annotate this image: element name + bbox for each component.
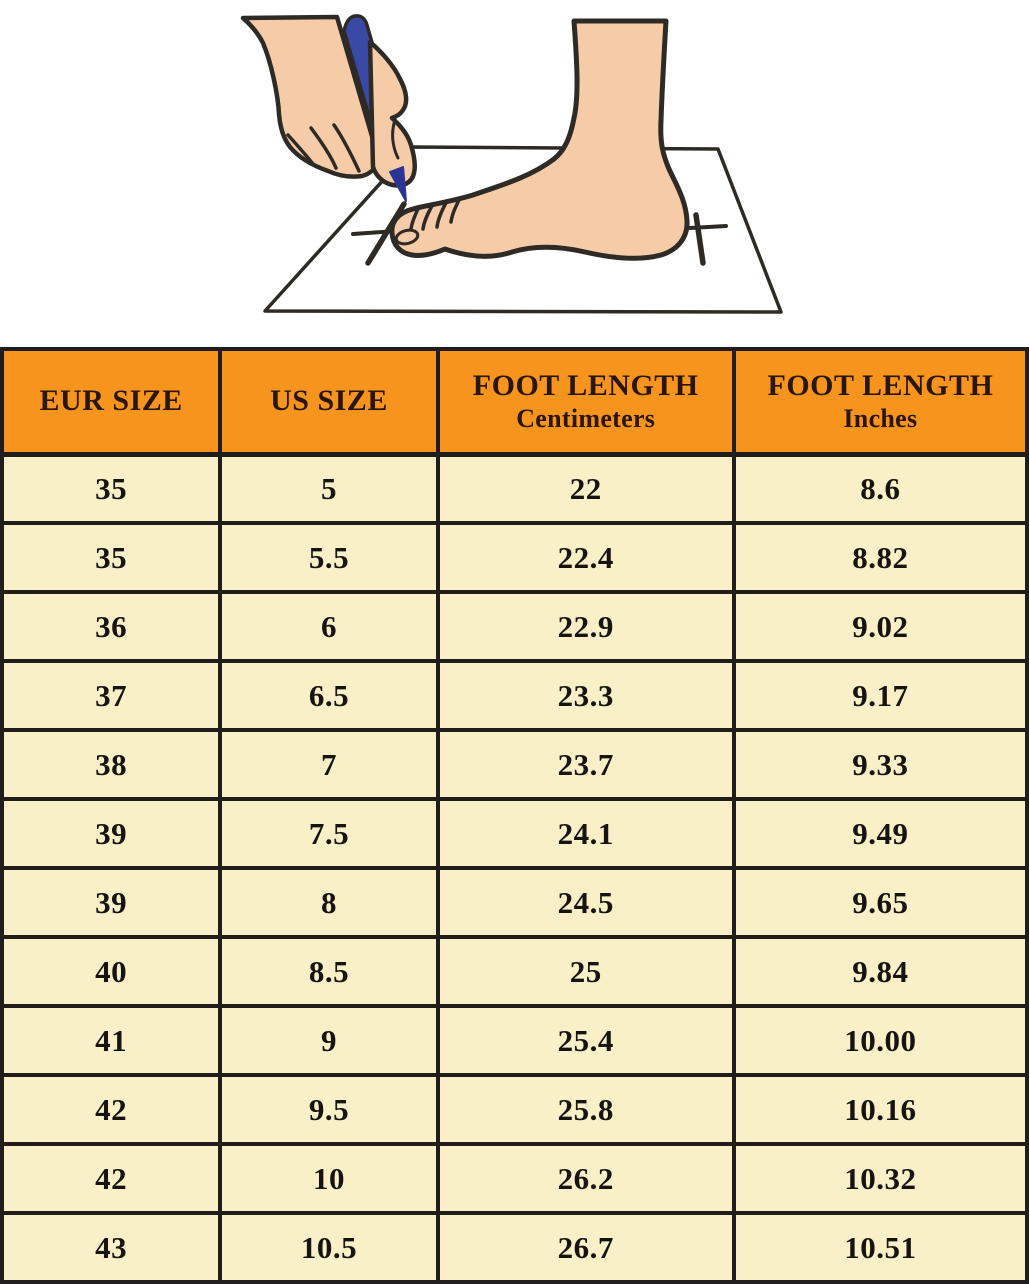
header-subtitle: Inches bbox=[843, 403, 918, 433]
header-foot-length-cm bbox=[438, 349, 734, 454]
table-cell: 22.4 bbox=[438, 523, 734, 592]
table-cell: 6 bbox=[220, 592, 437, 661]
table-row bbox=[2, 868, 1027, 937]
table-cell: 40 bbox=[2, 937, 220, 1006]
table-row bbox=[2, 799, 1027, 868]
table-cell: 10.16 bbox=[734, 1075, 1027, 1144]
table-cell: 8 bbox=[220, 868, 437, 937]
table-cell: 9.17 bbox=[734, 661, 1027, 730]
table-cell: 38 bbox=[2, 730, 220, 799]
table-row bbox=[2, 1213, 1027, 1282]
table-cell: 43 bbox=[2, 1213, 220, 1282]
table-cell: 39 bbox=[2, 868, 220, 937]
table-header-row bbox=[2, 349, 1027, 454]
table-cell: 8.6 bbox=[734, 454, 1027, 523]
header-title: EUR SIZE bbox=[39, 384, 183, 417]
table-row bbox=[2, 730, 1027, 799]
table-cell: 5.5 bbox=[220, 523, 437, 592]
table-cell: 9.33 bbox=[734, 730, 1027, 799]
table-cell: 25.4 bbox=[438, 1006, 734, 1075]
table-cell: 37 bbox=[2, 661, 220, 730]
table-cell: 24.1 bbox=[438, 799, 734, 868]
header-title: US SIZE bbox=[270, 384, 388, 417]
table-cell: 8.5 bbox=[220, 937, 437, 1006]
table-cell: 6.5 bbox=[220, 661, 437, 730]
thumb-and-fingertip bbox=[370, 42, 415, 186]
table-cell: 8.82 bbox=[734, 523, 1027, 592]
table-row bbox=[2, 454, 1027, 523]
table-row bbox=[2, 1075, 1027, 1144]
table-row bbox=[2, 1006, 1027, 1075]
table-cell: 22.9 bbox=[438, 592, 734, 661]
table-cell: 25 bbox=[438, 937, 734, 1006]
table-cell: 35 bbox=[2, 523, 220, 592]
table-cell: 26.2 bbox=[438, 1144, 734, 1213]
table-row bbox=[2, 661, 1027, 730]
table-row bbox=[2, 523, 1027, 592]
table-row bbox=[2, 592, 1027, 661]
table-cell: 9.49 bbox=[734, 799, 1027, 868]
table-cell: 9 bbox=[220, 1006, 437, 1075]
table-cell: 9.5 bbox=[220, 1075, 437, 1144]
table-cell: 42 bbox=[2, 1075, 220, 1144]
table-row bbox=[2, 1144, 1027, 1213]
table-cell: 36 bbox=[2, 592, 220, 661]
table-cell: 7 bbox=[220, 730, 437, 799]
table-cell: 24.5 bbox=[438, 868, 734, 937]
table-cell: 35 bbox=[2, 454, 220, 523]
header-us-size bbox=[220, 349, 437, 454]
header-foot-length-in bbox=[734, 349, 1027, 454]
header-eur-size bbox=[2, 349, 220, 454]
table-cell: 5 bbox=[220, 454, 437, 523]
foot-measurement-illustration bbox=[0, 0, 1029, 347]
table-cell: 26.7 bbox=[438, 1213, 734, 1282]
table-cell: 41 bbox=[2, 1006, 220, 1075]
table-cell: 10.32 bbox=[734, 1144, 1027, 1213]
table-cell: 25.8 bbox=[438, 1075, 734, 1144]
table-cell: 9.65 bbox=[734, 868, 1027, 937]
table-cell: 10 bbox=[220, 1144, 437, 1213]
table-cell: 23.3 bbox=[438, 661, 734, 730]
table-row bbox=[2, 937, 1027, 1006]
header-subtitle: Centimeters bbox=[516, 403, 656, 433]
table-cell: 10.51 bbox=[734, 1213, 1027, 1282]
table-cell: 42 bbox=[2, 1144, 220, 1213]
table-cell: 9.84 bbox=[734, 937, 1027, 1006]
table-cell: 10.00 bbox=[734, 1006, 1027, 1075]
table-cell: 7.5 bbox=[220, 799, 437, 868]
header-title: FOOT LENGTH bbox=[767, 369, 994, 403]
table-cell: 23.7 bbox=[438, 730, 734, 799]
table-cell: 9.02 bbox=[734, 592, 1027, 661]
hand bbox=[243, 16, 415, 201]
table-cell: 10.5 bbox=[220, 1213, 437, 1282]
table-cell: 22 bbox=[438, 454, 734, 523]
table-cell: 39 bbox=[2, 799, 220, 868]
table-header bbox=[2, 349, 1027, 454]
foot-measurement-drawing bbox=[0, 0, 1029, 347]
table-body bbox=[2, 454, 1027, 1282]
foot bbox=[392, 21, 687, 258]
shoe-size-table bbox=[0, 347, 1029, 1284]
header-title: FOOT LENGTH bbox=[472, 369, 699, 403]
